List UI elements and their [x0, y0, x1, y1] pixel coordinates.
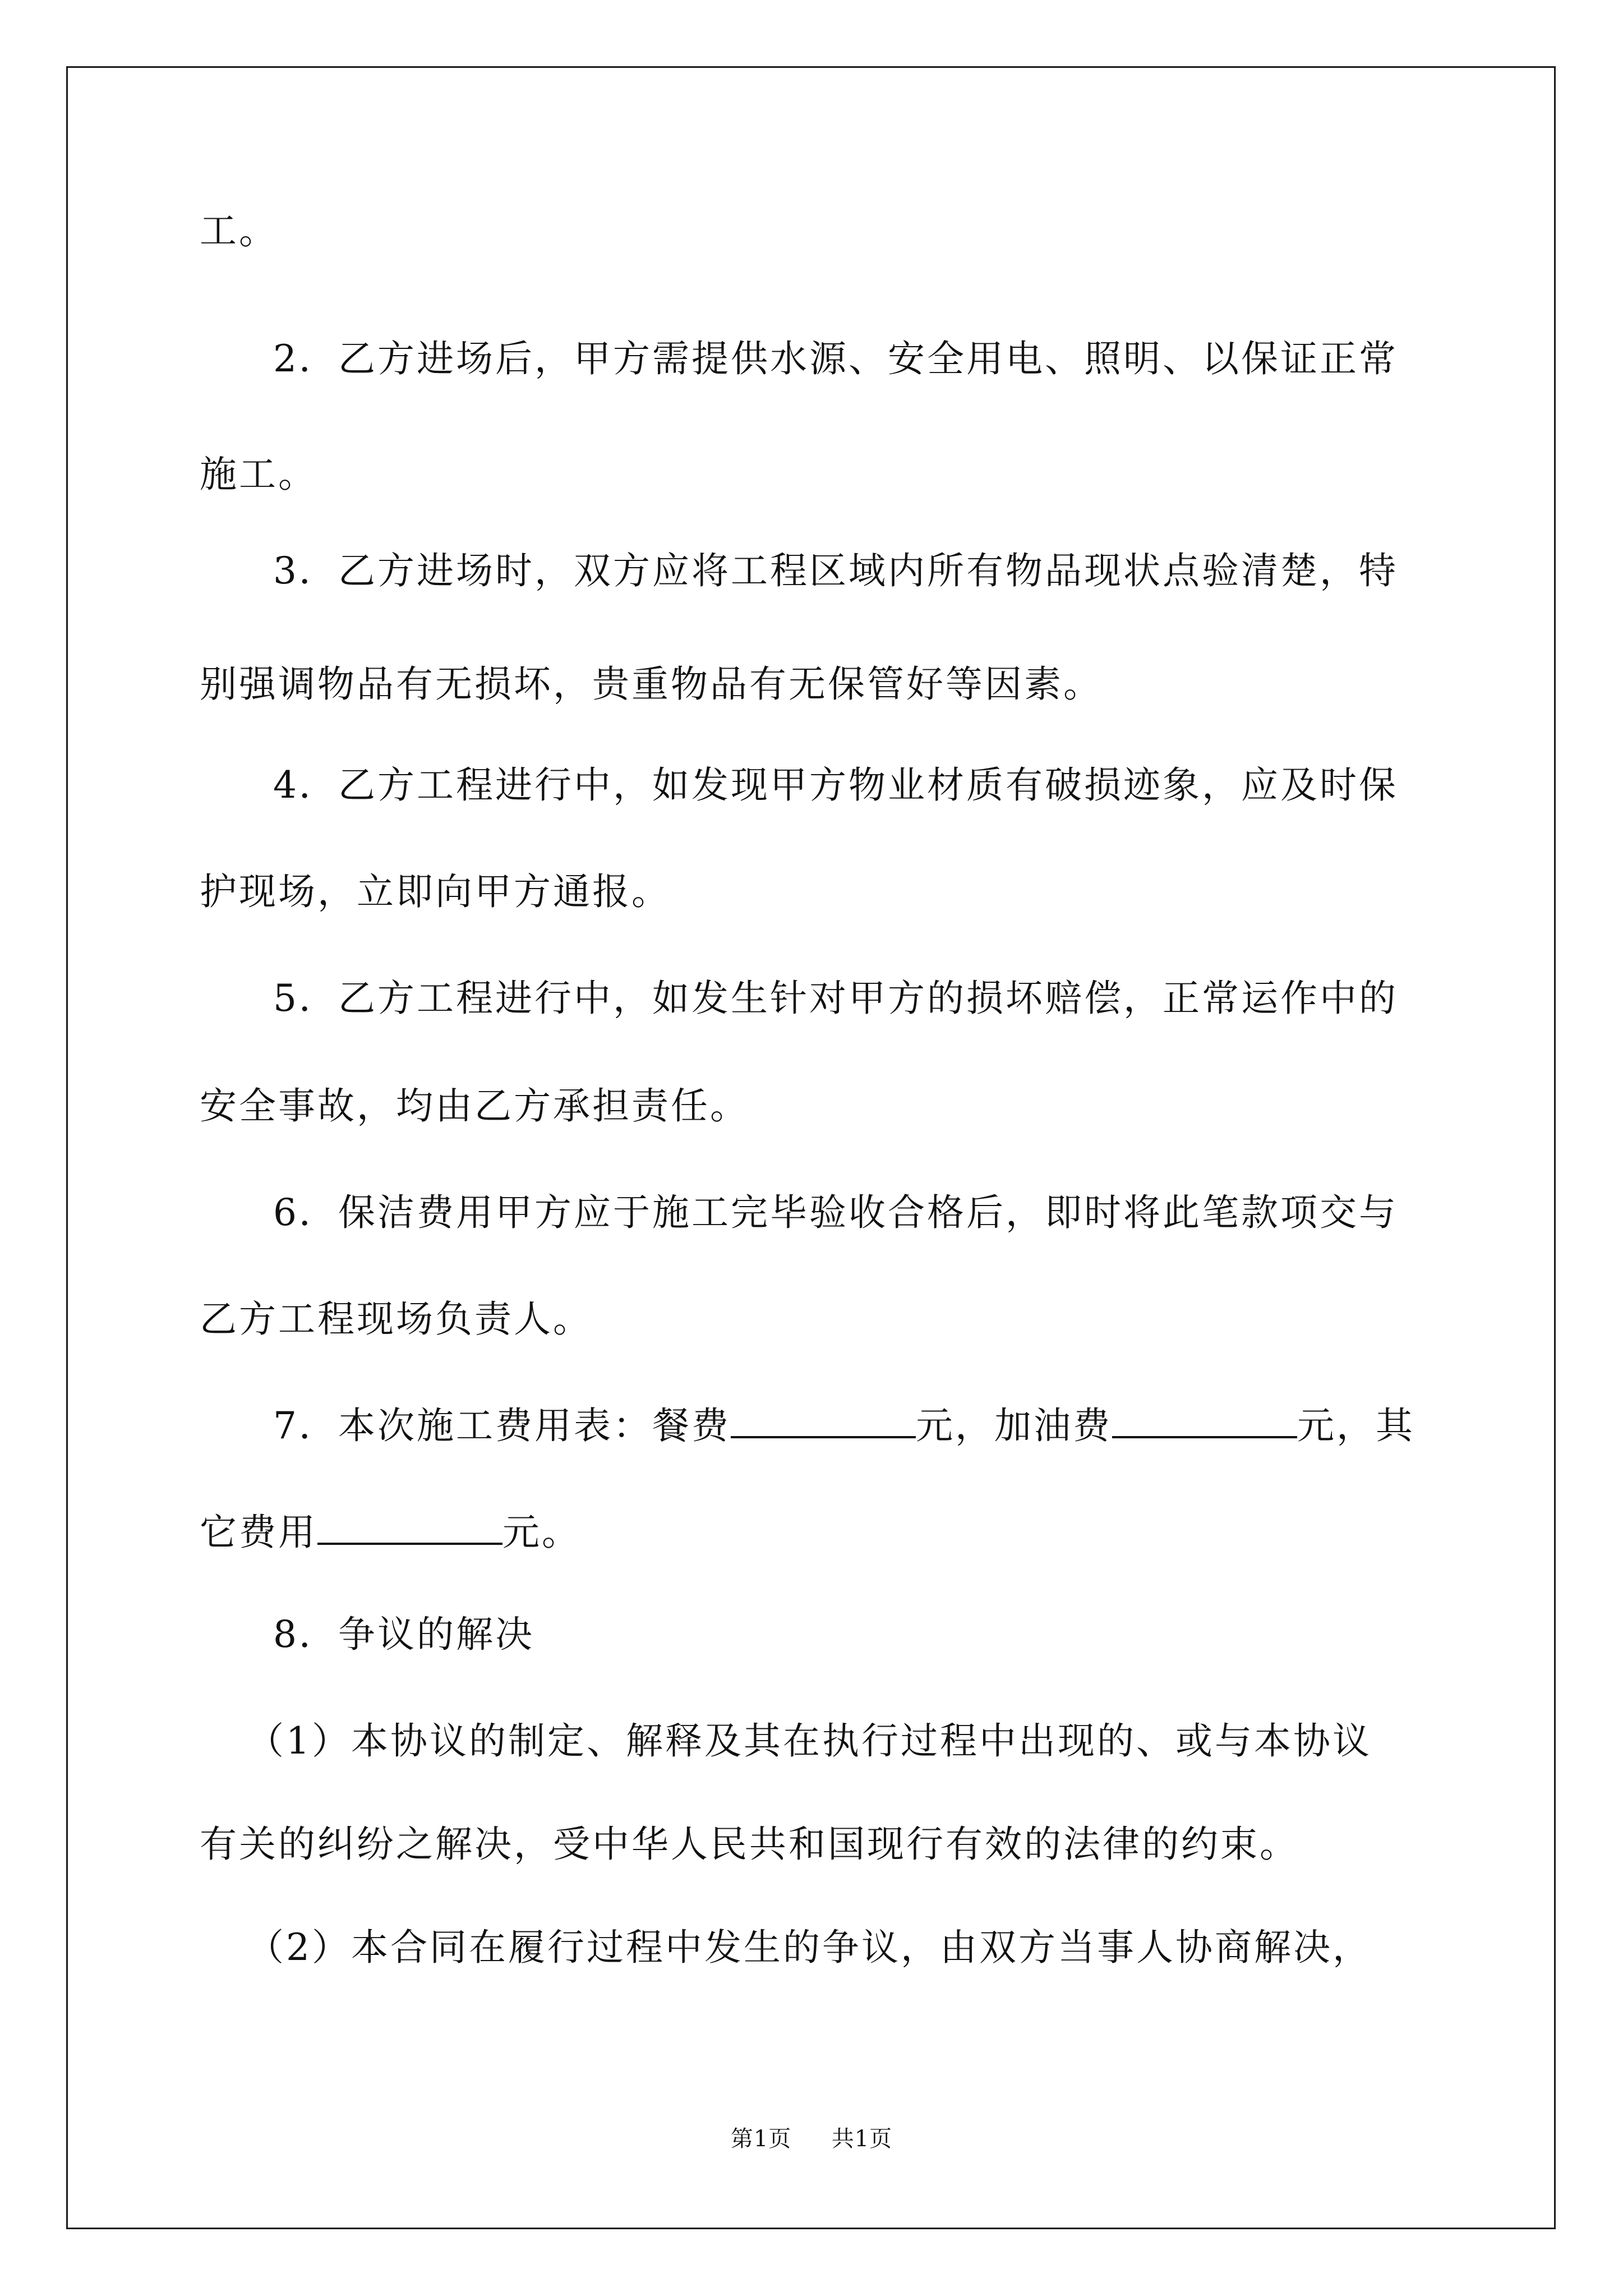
text-line: 施工。 — [200, 453, 317, 496]
clause-6: 6．保洁费用甲方应于施工完毕验收合格后，即时将此笔款项交与 — [273, 1191, 1398, 1234]
text-segment: 元，加油费 — [916, 1404, 1112, 1447]
clause-2: 2．乙方进场后，甲方需提供水源、安全用电、照明、以保证正常 — [273, 337, 1398, 380]
page-footer — [0, 2125, 1623, 2153]
other-fee-blank[interactable] — [317, 1511, 502, 1545]
text-line: 安全事故，均由乙方承担责任。 — [200, 1084, 749, 1128]
text-line: 别强调物品有无损坏，贵重物品有无保管好等因素。 — [200, 662, 1103, 706]
text-line: 有关的纠纷之解决，受中华人民共和国现行有效的法律的约束。 — [200, 1823, 1299, 1866]
page-border — [66, 66, 1556, 2229]
clause-8-heading: 8．争议的解决 — [273, 1613, 534, 1656]
page-number: 第1页 — [730, 2126, 792, 2152]
subclause-1: （1）本协议的制定、解释及其在执行过程中出现的、或与本协议 — [247, 1719, 1372, 1763]
text-segment: 7．本次施工费用表：餐费 — [273, 1404, 731, 1447]
text-line: 护现场，立即向甲方通报。 — [200, 870, 671, 913]
subclause-2: （2）本合同在履行过程中发生的争议，由双方当事人协商解决， — [247, 1926, 1372, 1969]
clause-3: 3．乙方进场时，双方应将工程区域内所有物品现状点验清楚，特 — [273, 549, 1398, 592]
clause-4: 4．乙方工程进行中，如发现甲方物业材质有破损迹象，应及时保 — [273, 763, 1398, 807]
text-segment: 元，其 — [1297, 1404, 1415, 1447]
clause-5: 5．乙方工程进行中，如发生针对甲方的损坏赔偿，正常运作中的 — [273, 977, 1398, 1020]
text-line: 乙方工程现场负责人。 — [200, 1297, 592, 1341]
text-line: 工。 — [200, 209, 278, 252]
text-segment: 它费用 — [200, 1511, 317, 1554]
page-total: 共1页 — [831, 2126, 893, 2152]
meal-fee-blank[interactable] — [731, 1405, 916, 1438]
fuel-fee-blank[interactable] — [1112, 1405, 1297, 1438]
text-segment: 元。 — [502, 1511, 581, 1554]
clause-7 — [273, 1404, 1415, 1448]
text-line — [200, 1510, 581, 1555]
